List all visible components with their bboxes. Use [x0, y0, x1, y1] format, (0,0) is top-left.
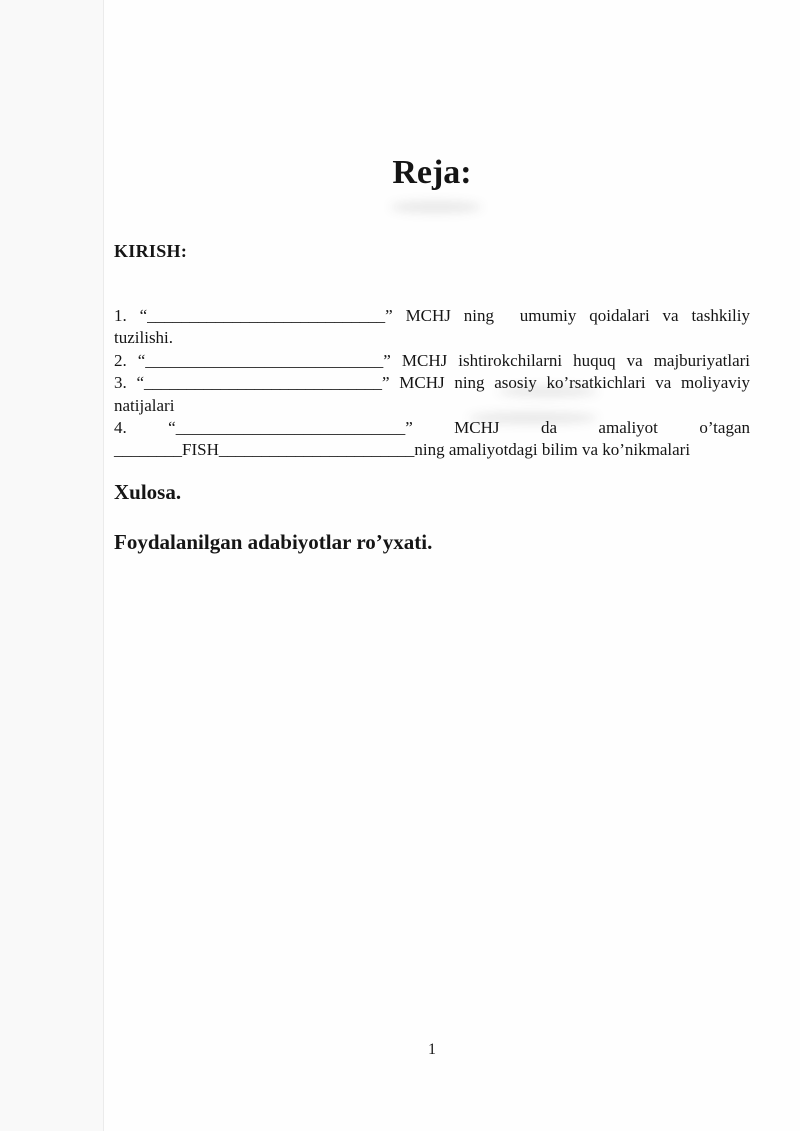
- plan-line-3-cont: natijalari: [114, 395, 175, 415]
- scan-left-edge: [0, 0, 104, 1131]
- plan-line-4: 4. “___________________________” MCHJ da amaliyot o’tagan: [114, 418, 750, 438]
- references-heading: Foydalanilgan adabiyotlar ro’yxati.: [114, 530, 433, 554]
- scan-smudge: [390, 201, 482, 213]
- xulosa-heading: Xulosa.: [114, 480, 182, 504]
- page-title: Reja:: [392, 154, 472, 191]
- plan-line-3: 3. “____________________________” MCHJ ning asosiy ko’rsatkichlari va moliyaviy: [114, 373, 750, 393]
- plan-list: [114, 305, 750, 462]
- plan-line-1-cont: tuzilishi.: [114, 328, 174, 348]
- plan-line-2: 2. “____________________________” MCHJ ishtirokchilarni huquq va majburiyatlari: [114, 350, 750, 370]
- plan-line-1: 1. “____________________________” MCHJ ning umumiy qoidalari va tashkiliy: [114, 306, 750, 325]
- page-number: 1: [428, 1041, 436, 1058]
- kirish-heading: KIRISH:: [114, 241, 188, 261]
- plan-line-4-cont: ________FISH_______________________ning amaliyotdagi bilim va ko’nikmalari: [114, 440, 691, 460]
